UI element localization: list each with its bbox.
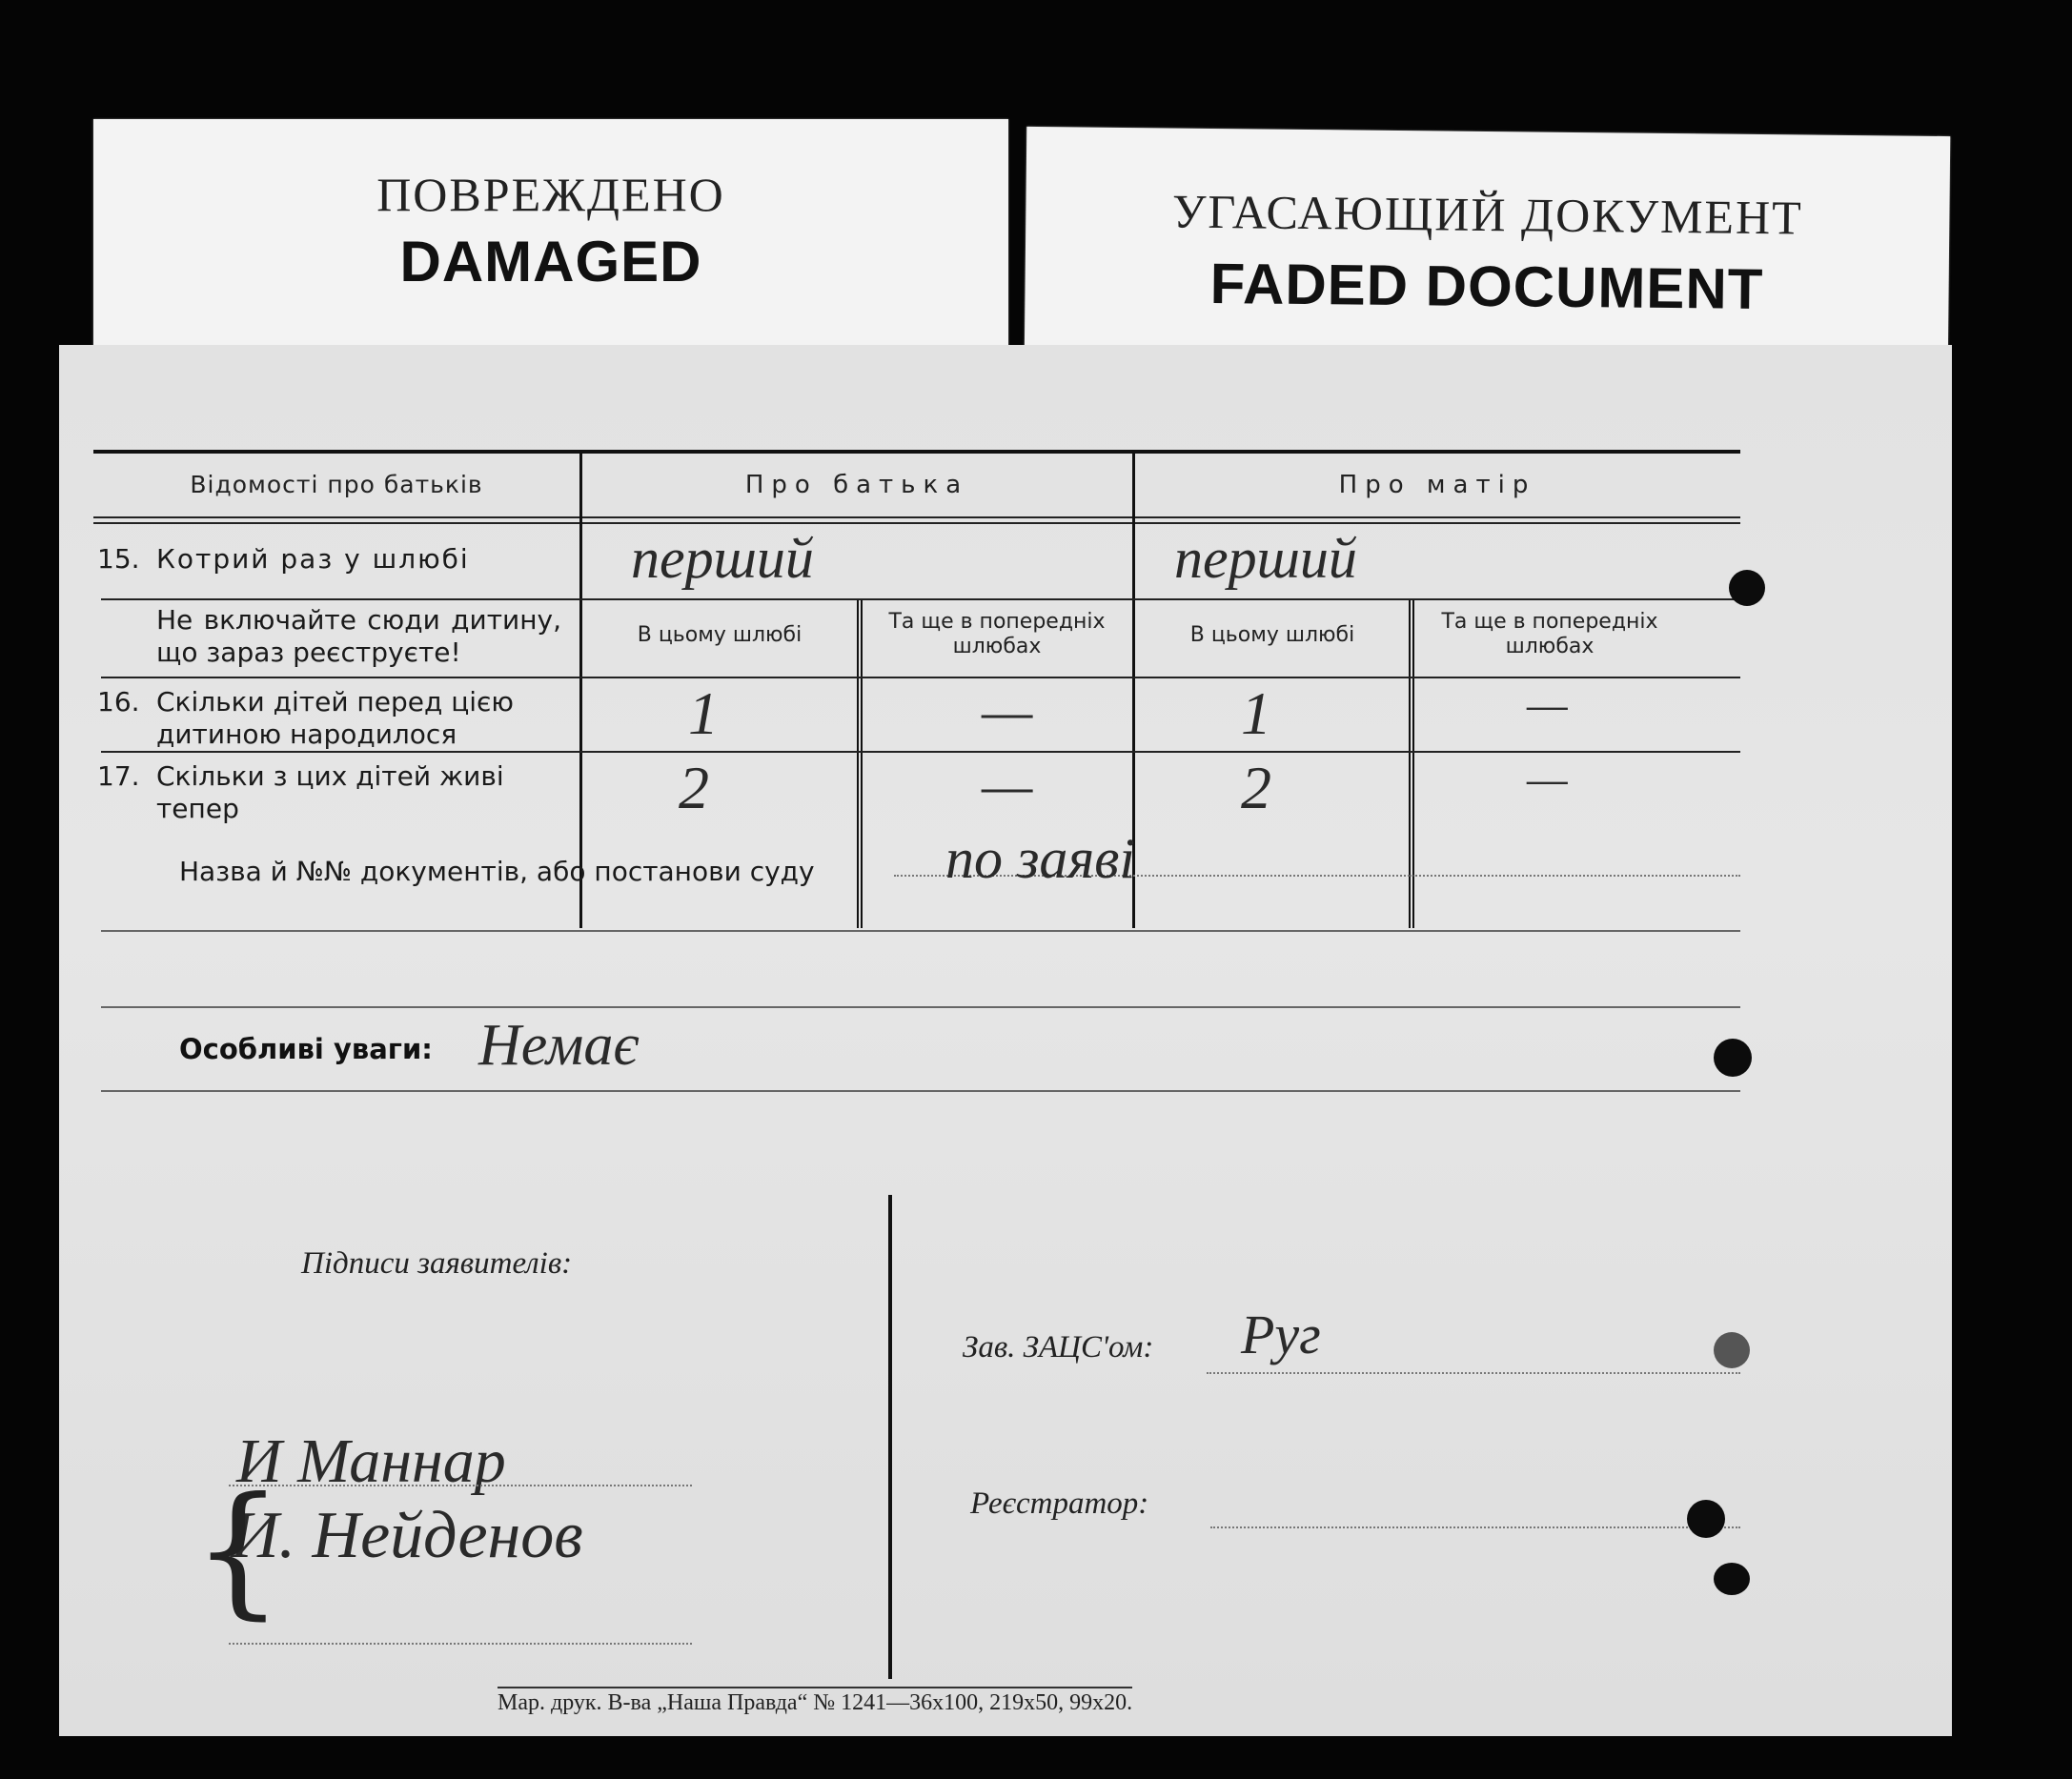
applicant-line-2 [229,1643,692,1645]
signatures-divider [888,1195,892,1679]
faded-document-label [1025,127,1951,372]
remarks-rule [101,1090,1740,1092]
faded-label-ru: УГАСАЮЩИЙ ДОКУМЕНТ [1171,184,1803,245]
damaged-label-ru: ПОВРЕЖДЕНО [376,168,725,221]
faded-label-en: FADED DOCUMENT [1209,251,1764,322]
row-16-father-previous: — [982,679,1033,742]
row-16-rule [101,751,1740,753]
documents-rule-2 [101,1006,1740,1008]
punch-hole [1687,1500,1725,1538]
row-16-label: Скільки дітей перед цією дитиною народилося [156,686,514,750]
header-parents-info: Відомості про батьків [190,471,483,498]
instruction-no-current-child: Не включайте сюди дитину, що зараз реєструєте! [156,604,561,668]
printer-imprint: Мар. друк. В-ва „Наша Правда“ № 1241—36х100, 219х50, 99х20. [498,1687,1132,1716]
punch-hole [1714,1332,1750,1368]
father-sub-previous: Та ще в попередніх шлюбах [888,610,1106,658]
applicant-line-1 [229,1485,692,1486]
documents-value: по заяві [945,827,1136,890]
row-17-father-current: 2 [679,754,709,821]
row-16-number: 16. [97,686,140,718]
header-rule-1 [93,516,1740,518]
registrar-line [1210,1526,1740,1528]
row-15-father-value: перший [631,527,814,590]
header-mother: Про матір [1338,471,1536,499]
documents-rule-1 [101,930,1740,932]
remarks-label: Особливі уваги: [179,1033,433,1065]
header-rule-2 [93,522,1740,524]
damaged-label [93,119,1008,353]
row-15-rule [101,598,1740,600]
mother-sub-current: В цьому шлюбі [1189,623,1355,647]
signatures-brace: { [193,1467,284,1633]
row-16-mother-previous: — [1527,679,1568,730]
zags-head-signature: Руг [1241,1304,1321,1365]
punch-hole [1714,1563,1750,1595]
row-15-mother-value: перший [1174,527,1357,590]
column-divider-mother-sub [1409,600,1414,928]
column-divider-father-sub [857,600,863,928]
row-17-mother-previous: — [1527,754,1568,804]
punch-hole [1729,570,1765,606]
row-16-mother-current: 1 [1241,679,1271,747]
registrar-label: Реєстратор: [970,1486,1149,1521]
row-16-father-current: 1 [688,679,719,747]
row-17-mother-current: 2 [1241,754,1271,821]
zags-head-label: Зав. ЗАЦС'ом: [963,1330,1154,1365]
row-17-number: 17. [97,760,140,792]
header-father: Про батька [744,471,969,499]
instruction-rule [101,677,1740,678]
father-sub-current: В цьому шлюбі [637,623,802,647]
registration-form [59,345,1952,1736]
mother-sub-previous: Та ще в попередніх шлюбах [1441,610,1658,658]
applicant-signature-2: И. Нейденов [231,1499,583,1572]
documents-label: Назва й №№ документів, або постанови суду [179,856,815,887]
damaged-label-en: DAMAGED [399,230,702,293]
remarks-value: Немає [478,1013,640,1078]
applicant-signature-1: И Маннар [236,1426,506,1496]
row-17-label: Скільки з цих дітей живі тепер [156,760,504,824]
punch-hole [1714,1039,1752,1077]
row-17-father-previous: — [982,754,1033,817]
row-15-label: Котрий раз у шлюбі [156,543,470,575]
table-top-rule [93,450,1740,454]
row-15-number: 15. [97,543,140,575]
applicants-signatures-label: Підписи заявителів: [301,1246,573,1281]
zags-head-line [1207,1372,1740,1374]
